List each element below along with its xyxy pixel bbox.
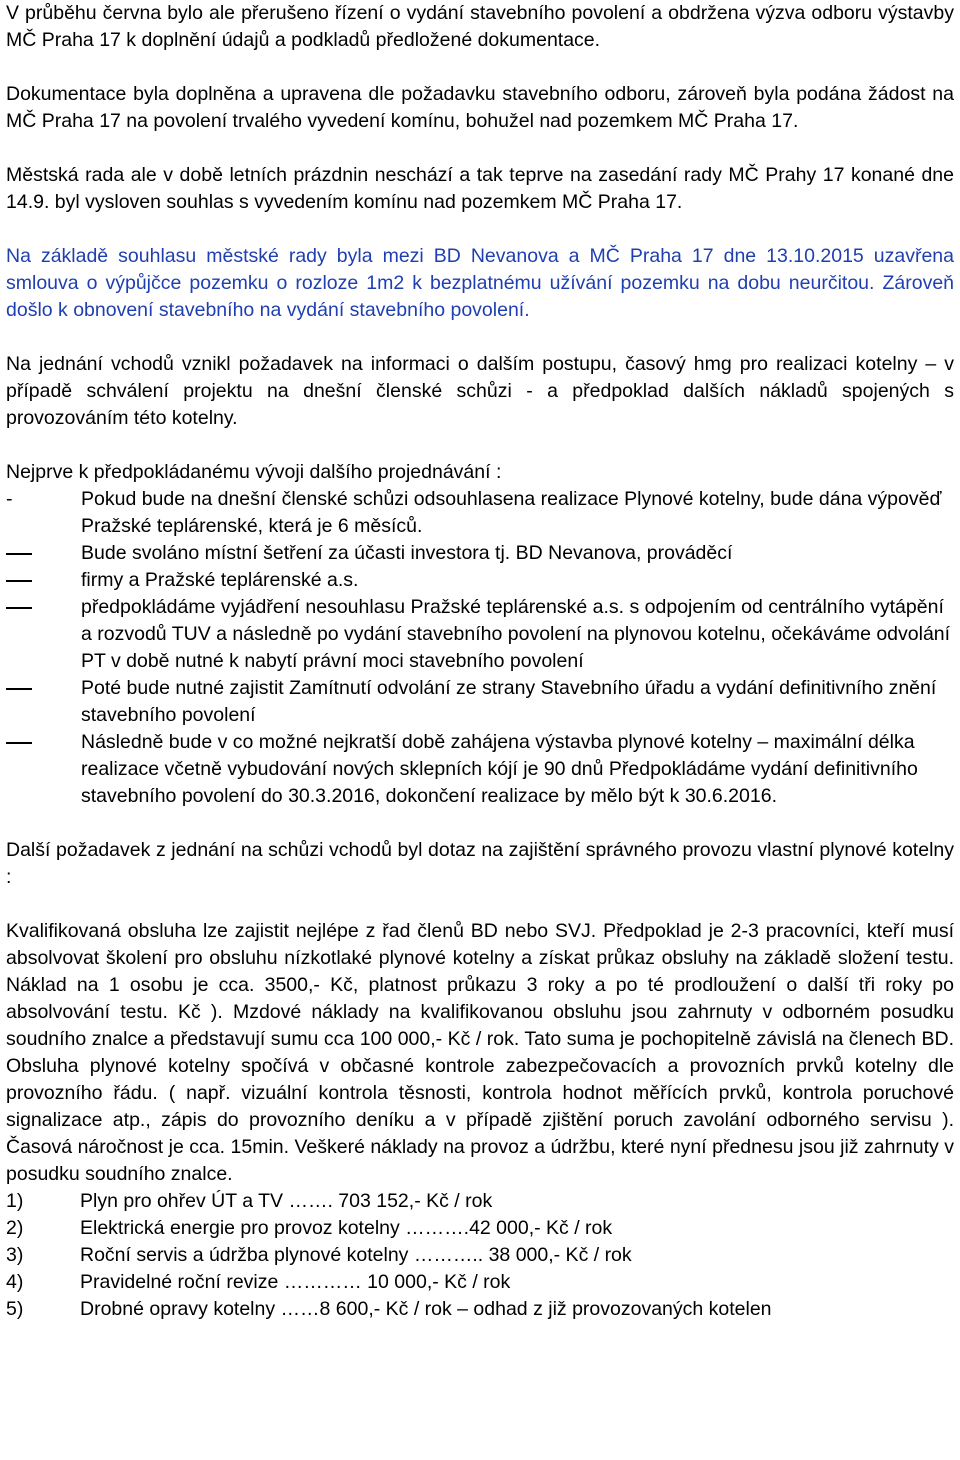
paragraph-zoning-interruption: V průběhu června bylo ale přerušeno řízení o vydání stavebního povolení a obdržena výzva odboru výstavby MČ Praha 17 k doplnění údajů a podkladů předložené dokumentace.: [6, 2, 954, 51]
list-item-text: Roční servis a údržba plynové kotelny ……….. 38 000,- Kč / rok: [80, 1244, 632, 1266]
spacer: [6, 324, 954, 351]
list-item: [6, 567, 954, 594]
list-item-text: Poté bude nutné zajistit Zamítnutí odvolání ze strany Stavebního úřadu a vydání definitivního znění stavebního povolení: [81, 677, 937, 726]
spacer: [6, 54, 954, 81]
list-number: 5): [6, 1298, 24, 1320]
next-steps-list: [6, 486, 954, 810]
list-item: [6, 1242, 954, 1269]
list-item-text: Plyn pro ohřev ÚT a TV ……. 703 152,- Kč / rok: [80, 1190, 493, 1212]
list-item-text: předpokládáme vyjádření nesouhlasu Pražské teplárenské a.s. s odpojením od centrálního vytápění a rozvodů TUV a následně po vydání stavebního povolení na plynovou kotelnu, očekáváme odvolání PT v době nutné k nabytí právní moci stavebního povolení: [81, 596, 951, 672]
spacer: [6, 135, 954, 162]
paragraph-operation-question: Další požadavek z jednání na schůzi vchodů byl dotaz na zajištění správného provozu vlastní plynové kotelny :: [6, 839, 954, 888]
list-item: [6, 594, 954, 675]
cost-list: [6, 1188, 954, 1323]
list-item-text: Elektrická energie pro provoz kotelny ……….42 000,- Kč / rok: [80, 1217, 613, 1239]
list-number: 4): [6, 1271, 24, 1293]
list-item: [6, 675, 954, 729]
list-item: [6, 1188, 954, 1215]
list-number: 3): [6, 1244, 24, 1266]
paragraph-entrance-request: Na jednání vchodů vznikl požadavek na informaci o dalším postupu, časový hmg pro realizaci kotelny – v případě schválení projektu na dnešní členské schůzi - a předpoklad dalších nákladů spojených s provozováním této kotelny.: [6, 353, 954, 429]
spacer: [6, 810, 954, 837]
list-item-text: Drobné opravy kotelny ……8 600,- Kč / rok – odhad z již provozovaných kotelen: [80, 1298, 772, 1320]
list-number: 2): [6, 1217, 24, 1239]
spacer: [6, 432, 954, 459]
list-item: [6, 1215, 954, 1242]
hyphen-bullet: -: [6, 488, 13, 510]
list-item-text: Bude svoláno místní šetření za účasti investora tj. BD Nevanova, prováděcí: [81, 542, 733, 564]
paragraph-qualified-operation: Kvalifikovaná obsluha lze zajistit nejlépe z řad členů BD nebo SVJ. Předpoklad je 2-3 pracovníci, kteří musí absolvovat školení pro obsluhu nízkotlaké plynové kotelny a získat průkaz obsluhy na základě složení testu. Náklad na 1 osobu je cca. 3500,- Kč, platnost průkazu 3 roky a po té prodloužení o další tři roky po absolvování testu. Kč ). Mzdové náklady na kvalifikovanou obsluhu jsou zahrnuty v odborném posudku soudního znalce a představují sumu cca 100 000,- Kč / rok. Tato suma je pochopitelně závislá na členech BD. Obsluha plynové kotelny spočívá v občasné kontrole zabezpečovacích a provozních prvků kotelny dle provozního řádu. ( např. vizuální kontrola těsnosti, kontrola hodnot měřících prvků, kontrola poruchové signalizace atp., zápis do provozního deníku a v případě zjištění poruch zavolání odborného servisu ). Časová náročnost je cca. 15min. Veškeré náklady na provoz a údržbu, které nyní přednesu jsou již zahrnuty v posudku soudního znalce.: [6, 920, 954, 1185]
list-item: [6, 729, 954, 810]
list-item-text: firmy a Pražské teplárenské a.s.: [81, 569, 359, 591]
spacer: [6, 216, 954, 243]
list-number: 1): [6, 1190, 24, 1212]
paragraph-loan-agreement-renewal: Zároveň došlo k obnovení stavebního na vydání stavebního povolení.: [6, 272, 955, 321]
list-item: [6, 540, 954, 567]
list-item: [6, 1269, 954, 1296]
list-item-text: Následně bude v co možné nejkratší době zahájena výstavba plynové kotelny – maximální délka realizace včetně vybudování nových sklepních kójí je 90 dnů Předpokládáme vydání definitivního stavebního povolení do 30.3.2016, dokončení realizace by mělo být k 30.6.2016.: [81, 731, 918, 807]
paragraph-next-steps-heading: Nejprve k předpokládanému vývoji dalšího projednávání :: [6, 461, 502, 483]
list-item-text: Pravidelné roční revize ………… 10 000,- Kč / rok: [80, 1271, 511, 1293]
paragraph-city-council: Městská rada ale v době letních prázdnin neschází a tak teprve na zasedání rady MČ Prahy 17 konané dne 14.9. byl vysloven souhlas s vyvedením komínu nad pozemkem MČ Praha 17.: [6, 164, 954, 213]
spacer: [6, 891, 954, 918]
paragraph-loan-agreement: [6, 243, 954, 324]
list-item-text: Pokud bude na dnešní členské schůzi odsouhlasena realizace Plynové kotelny, bude dána výpověď Pražské teplárenské, která je 6 měsíců.: [81, 488, 942, 537]
list-item: [6, 1296, 954, 1323]
paragraph-loan-agreement-text: Na základě souhlasu městské rady byla mezi BD Nevanova a MČ Praha 17 dne 13.10.2015 uzavřena smlouva o výpůjčce pozemku o rozloze 1m2 k bezplatnému užívání pozemku na dobu neurčitou.: [6, 245, 954, 294]
paragraph-documentation-update: Dokumentace byla doplněna a upravena dle požadavku stavebního odboru, zároveň byla podána žádost na MČ Praha 17 na povolení trvalého vyvedení komínu, bohužel nad pozemkem MČ Praha 17.: [6, 83, 954, 132]
list-item: [6, 486, 954, 540]
